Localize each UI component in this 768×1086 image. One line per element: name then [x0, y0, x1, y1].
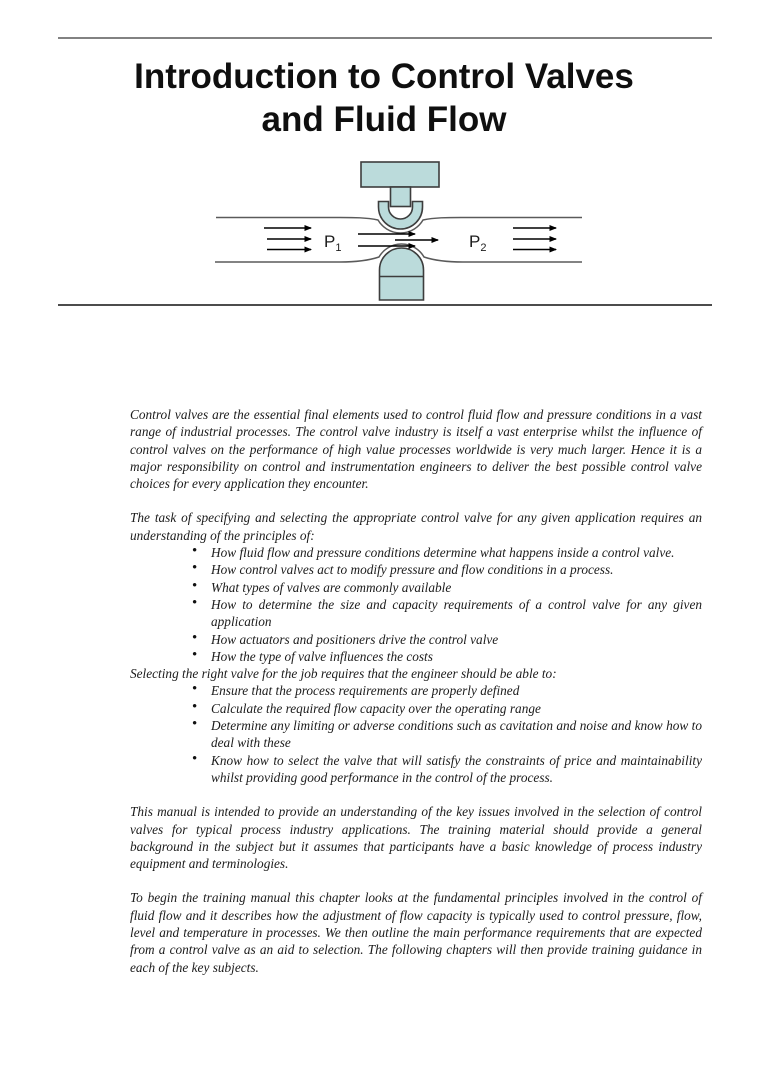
list-item: • Ensure that the process requirements are properly defined — [188, 682, 702, 699]
body-text — [130, 406, 702, 976]
list-item: • Determine any limiting or adverse conditions such as cavitation and noise and know how to deal with these — [188, 717, 702, 752]
valve-diagram — [190, 150, 600, 312]
list-item: • How actuators and positioners drive the control valve — [188, 631, 702, 648]
flow-arrows-inlet-icon — [264, 228, 311, 250]
paragraph-task: The task of specifying and selecting the appropriate control valve for any given application requires an understanding of the principles of: — [130, 510, 702, 543]
top-horizontal-rule — [58, 37, 712, 39]
engineer-abilities-list — [130, 682, 702, 786]
flow-arrows-outlet-icon — [513, 228, 556, 250]
list-item: • How the type of valve influences the costs — [188, 648, 702, 665]
list-item: • How control valves act to modify pressure and flow conditions in a process. — [188, 561, 702, 578]
list-item: • What types of valves are commonly available — [188, 579, 702, 596]
page-title-line2: and Fluid Flow — [261, 100, 507, 139]
paragraph-selecting: Selecting the right valve for the job requires that the engineer should be able to: — [130, 666, 557, 682]
list-item: • How fluid flow and pressure conditions determine what happens inside a control valve. — [188, 544, 702, 561]
bottom-horizontal-rule — [58, 304, 712, 306]
paragraph-manual-purpose: This manual is intended to provide an understanding of the key issues involved in the selection of control valves for typical process industry applications. The training material should provide a general background in the subject but it assumes that participants have a basic knowledge of process industry equipment and terminologies. — [130, 804, 702, 872]
actuator-block — [361, 162, 439, 187]
list-item: • How to determine the size and capacity requirements of a control valve for any given application — [188, 596, 702, 631]
valve-stem — [391, 187, 411, 207]
page-title-line1: Introduction to Control Valves — [134, 57, 634, 96]
p2-label: $P_2$ — [469, 232, 487, 254]
valve-plug-icon — [380, 248, 424, 300]
list-item: • Know how to select the valve that will satisfy the constraints of price and maintainability whilst providing good performance in the control of the process. — [188, 752, 702, 787]
page-title — [0, 55, 768, 141]
principles-list — [130, 544, 702, 665]
list-item: • Calculate the required flow capacity over the operating range — [188, 700, 702, 717]
paragraph-intro: Control valves are the essential final elements used to control fluid flow and pressure conditions in a vast range of industrial processes. The control valve industry is itself a vast enterprise whilst the influence of control valves on the performance of high value processes worldwide is very much larger. Hence it is a major responsibility on control and instrumentation engineers to deliver the best possible control valve choices for every application they encounter. — [130, 407, 702, 492]
p1-label: $P_1$ — [324, 232, 342, 254]
paragraph-chapter-overview: To begin the training manual this chapter looks at the fundamental principles involved in the control of fluid flow and it describes how the adjustment of flow capacity is typically used to control pressure, flow, level and temperature in processes. We then outline the main performance requirements that are expected from a control valve as an aid to selection. The following chapters will then provide training guidance in each of the key subjects. — [130, 890, 702, 975]
